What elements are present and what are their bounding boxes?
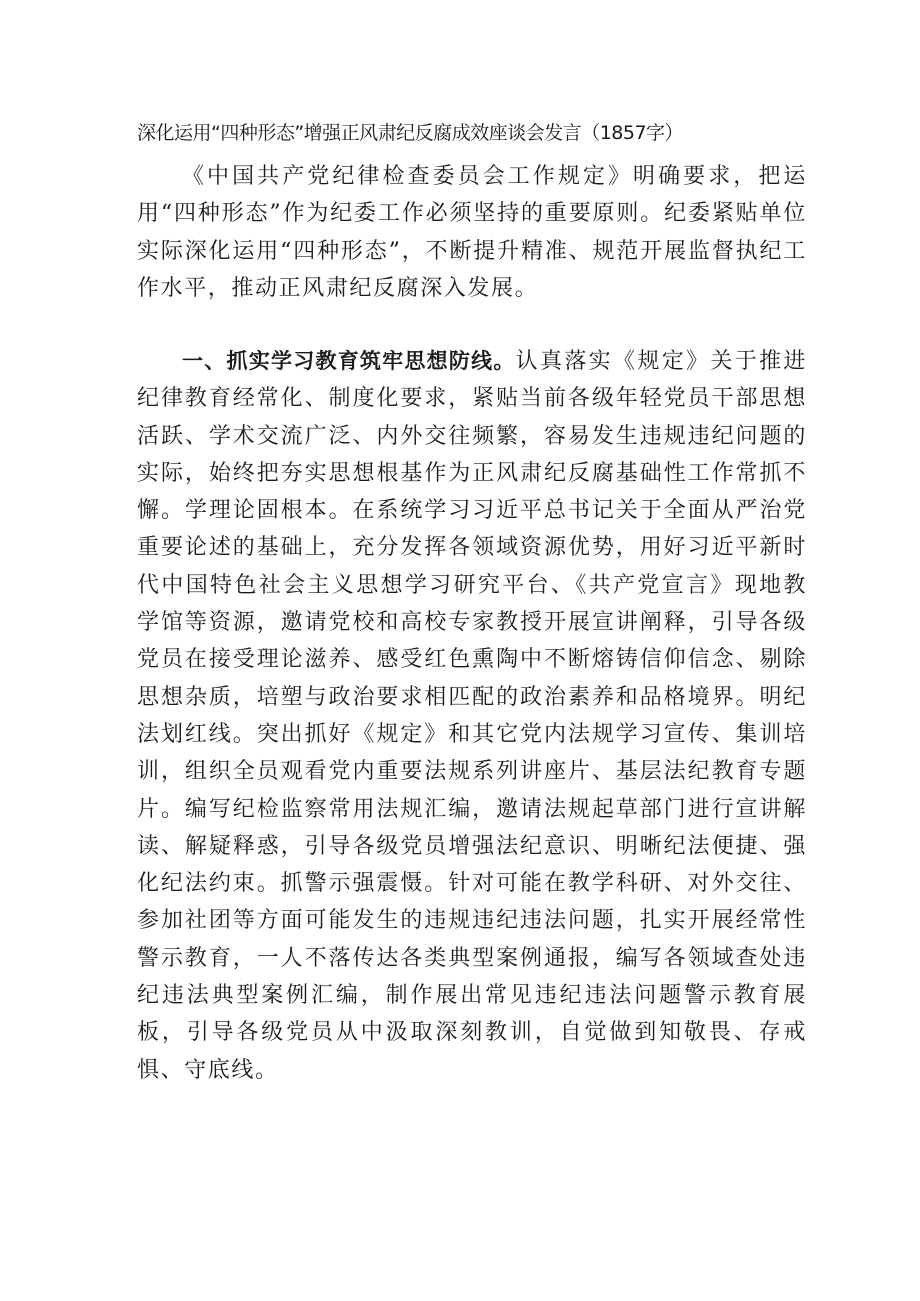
- section-one-heading: 一、抓实学习教育筑牢思想防线。: [182, 349, 516, 373]
- paragraph-intro: [137, 158, 807, 307]
- section-one-text: 认真落实《规定》关于推进纪律教育经常化、制度化要求，紧贴当前各级年轻党员干部思想活跃、学术交流广泛、内外交往频繁，容易发生违规违纪问题的实际，始终把夯实思想根基作为正风肃纪反腐基础性工作常抓不懈。学理论固根本。在系统学习习近平总书记关于全面从严治党重要论述的基础上，充分发挥各领域资源优势，用好习近平新时代中国特色社会主义思想学习研究平台、《共产党宣言》现地教学馆等资源，邀请党校和高校专家教授开展宣讲阐释，引导各级党员在接受理论滋养、感受红色熏陶中不断熔铸信仰信念、剔除思想杂质，培塑与政治要求相匹配的政治素养和品格境界。明纪法划红线。突出抓好《规定》和其它党内法规学习宣传、集训培训，组织全员观看党内重要法规系列讲座片、基层法纪教育专题片。编写纪检监察常用法规汇编，邀请法规起草部门进行宣讲解读、解疑释惑，引导各级党员增强法纪意识、明晰纪法便捷、强化纪法约束。抓警示强震慑。针对可能在教学科研、对外交往、参加社团等方面可能发生的违规违纪违法问题，扎实开展经常性警示教育，一人不落传达各类典型案例通报，编写各领域查处违纪违法典型案例汇编，制作展出常见违纪违法问题警示教育展板，引导各级党员从中汲取深刻教训，自觉做到知敬畏、存戒惧、守底线。: [137, 349, 808, 1083]
- paragraph-intro-text: 《中国共产党纪律检查委员会工作规定》明确要求，把运用“四种形态”作为纪委工作必须坚持的重要原则。纪委紧贴单位实际深化运用“四种形态”，不断提升精准、规范开展监督执纪工作水平，推动正风肃纪反腐深入发展。: [137, 164, 807, 301]
- paragraph-section-one: [137, 343, 807, 1089]
- document-title: 深化运用“四种形态”增强正风肃纪反腐成效座谈会发言（1857字）: [137, 122, 684, 144]
